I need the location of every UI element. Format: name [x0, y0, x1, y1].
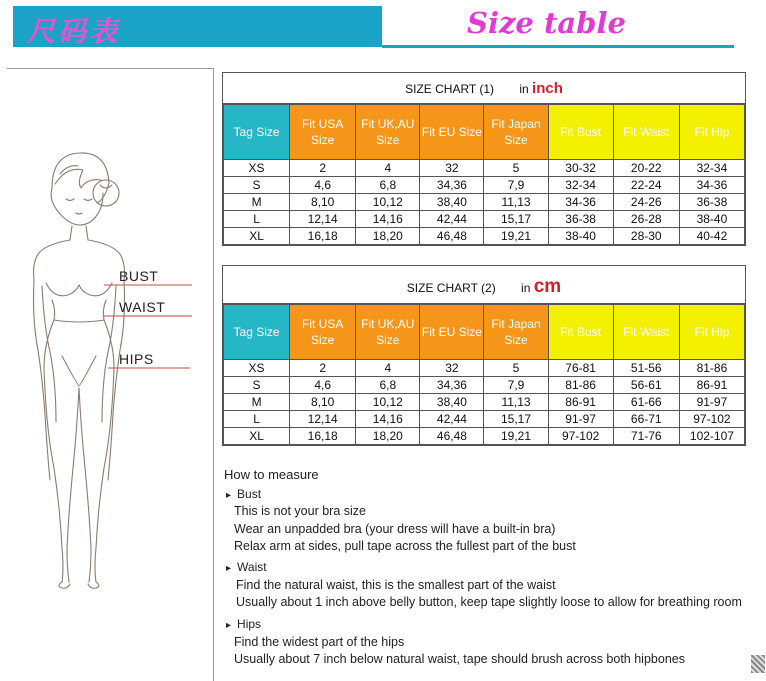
col-header: Fit Hip: [679, 305, 744, 360]
table-row: [224, 194, 745, 211]
table-cell: 86-91: [679, 377, 744, 394]
col-header: Fit UK,AU Size: [356, 105, 420, 160]
col-header: Fit UK,AU Size: [356, 305, 420, 360]
hips-instruction: Find the widest part of the hips: [234, 635, 405, 649]
chart-title-text: SIZE CHART (2): [406, 281, 496, 295]
size-table: [223, 104, 745, 245]
table-cell: 15,17: [484, 211, 548, 228]
table-cell: 28-30: [613, 228, 679, 245]
table-cell: 22-24: [613, 177, 679, 194]
table-row: [224, 377, 745, 394]
col-header: Fit Bust: [548, 105, 613, 160]
table-cell: 4: [356, 160, 420, 177]
table-cell: 8,10: [290, 194, 356, 211]
chinese-title: 尺码表: [27, 15, 121, 48]
table-cell: 42,44: [420, 211, 484, 228]
table-cell: 12,14: [290, 211, 356, 228]
col-header: Fit USA Size: [290, 305, 356, 360]
table-cell: 34,36: [420, 377, 484, 394]
bust-label: BUST: [119, 268, 159, 284]
table-cell: 18,20: [356, 228, 420, 245]
table-cell: 34-36: [548, 194, 613, 211]
table-row: [224, 411, 745, 428]
table-cell: 15,17: [484, 411, 548, 428]
table-cell: 46,48: [420, 228, 484, 245]
corner-stamp: [751, 655, 765, 673]
hips-label: HIPS: [119, 351, 154, 367]
table-cell: 66-71: [613, 411, 679, 428]
table-cell: 5: [484, 360, 548, 377]
table-cell: XL: [224, 428, 290, 445]
table-cell: 14,16: [356, 211, 420, 228]
table-cell: 2: [290, 160, 356, 177]
table-cell: 32: [420, 360, 484, 377]
col-header: Fit Waist: [613, 105, 679, 160]
how-to-measure-title: How to measure: [224, 467, 319, 482]
table-cell: S: [224, 377, 290, 394]
table-cell: 81-86: [679, 360, 744, 377]
table-cell: 91-97: [679, 394, 744, 411]
table-cell: 56-61: [613, 377, 679, 394]
table-row: [224, 211, 745, 228]
table-cell: 8,10: [290, 394, 356, 411]
col-header: Fit Japan Size: [484, 305, 548, 360]
table-cell: 4,6: [290, 377, 356, 394]
table-cell: 34,36: [420, 177, 484, 194]
table-cell: 38,40: [420, 394, 484, 411]
table-cell: 97-102: [679, 411, 744, 428]
table-cell: 10,12: [356, 194, 420, 211]
table-cell: 19,21: [484, 428, 548, 445]
table-cell: 2: [290, 360, 356, 377]
waist-instruction: Usually about 1 inch above belly button, keep tape slightly loose to allow for breathing room: [236, 595, 742, 609]
unit-prefix: in: [521, 281, 531, 295]
table-cell: 6,8: [356, 377, 420, 394]
table-cell: 14,16: [356, 411, 420, 428]
table-cell: M: [224, 394, 290, 411]
chart-title-text: SIZE CHART (1): [405, 82, 495, 96]
english-title: Size table: [467, 6, 626, 40]
waist-label: WAIST: [119, 299, 166, 315]
table-cell: 71-76: [613, 428, 679, 445]
table-cell: 7,9: [484, 377, 548, 394]
table-cell: 102-107: [679, 428, 744, 445]
table-cell: 36-38: [679, 194, 744, 211]
table-cell: 6,8: [356, 177, 420, 194]
hips-heading: ▸ Hips: [226, 617, 261, 631]
unit-label: inch: [532, 80, 563, 97]
bust-instruction: Wear an unpadded bra (your dress will have a built-in bra): [234, 522, 556, 536]
table-cell: 38-40: [679, 211, 744, 228]
table-cell: 32: [420, 160, 484, 177]
table-cell: 4,6: [290, 177, 356, 194]
table-cell: 32-34: [679, 160, 744, 177]
table-cell: 40-42: [679, 228, 744, 245]
body-figure-illustration: [0, 0, 220, 680]
table-cell: 97-102: [548, 428, 613, 445]
table-cell: XS: [224, 160, 290, 177]
waist-heading: ▸ Waist: [226, 560, 267, 574]
table-cell: XS: [224, 360, 290, 377]
bust-heading: ▸ Bust: [226, 487, 261, 501]
table-row: [224, 177, 745, 194]
table-cell: 4: [356, 360, 420, 377]
table-row: [224, 428, 745, 445]
table-cell: M: [224, 194, 290, 211]
table-cell: L: [224, 411, 290, 428]
table-cell: 24-26: [613, 194, 679, 211]
table-cell: 11,13: [484, 394, 548, 411]
chart-title: [223, 266, 745, 304]
col-header: Fit Hip: [679, 105, 744, 160]
col-header: Fit USA Size: [290, 105, 356, 160]
col-header: Fit Japan Size: [484, 105, 548, 160]
size-chart-inch: [222, 72, 746, 246]
table-row: [224, 394, 745, 411]
size-chart-cm: [222, 265, 746, 446]
table-header-row: [224, 305, 745, 360]
unit-label: cm: [533, 276, 562, 297]
col-header: Fit EU Size: [420, 105, 484, 160]
col-header: Tag Size: [224, 305, 290, 360]
table-cell: 19,21: [484, 228, 548, 245]
unit-prefix: in: [519, 82, 529, 96]
table-cell: L: [224, 211, 290, 228]
table-cell: XL: [224, 228, 290, 245]
table-row: [224, 228, 745, 245]
bust-instruction: Relax arm at sides, pull tape across the fullest part of the bust: [234, 539, 576, 553]
table-cell: 42,44: [420, 411, 484, 428]
table-cell: 7,9: [484, 177, 548, 194]
bust-instruction: This is not your bra size: [234, 504, 366, 518]
table-cell: 46,48: [420, 428, 484, 445]
table-cell: 12,14: [290, 411, 356, 428]
table-cell: 38,40: [420, 194, 484, 211]
table-cell: 18,20: [356, 428, 420, 445]
table-cell: 20-22: [613, 160, 679, 177]
col-header: Fit Waist: [613, 305, 679, 360]
col-header: Fit EU Size: [420, 305, 484, 360]
table-cell: S: [224, 177, 290, 194]
table-cell: 30-32: [548, 160, 613, 177]
table-cell: 34-36: [679, 177, 744, 194]
table-cell: 38-40: [548, 228, 613, 245]
table-cell: 16,18: [290, 428, 356, 445]
hips-instruction: Usually about 7 inch below natural waist, tape should brush across both hipbones: [234, 652, 685, 666]
col-header: Tag Size: [224, 105, 290, 160]
table-cell: 36-38: [548, 211, 613, 228]
table-cell: 11,13: [484, 194, 548, 211]
table-cell: 81-86: [548, 377, 613, 394]
chart-title: [223, 73, 745, 104]
table-cell: 76-81: [548, 360, 613, 377]
table-cell: 16,18: [290, 228, 356, 245]
header-divider: [382, 45, 734, 48]
table-cell: 26-28: [613, 211, 679, 228]
table-cell: 61-66: [613, 394, 679, 411]
size-table: [223, 304, 745, 445]
table-cell: 51-56: [613, 360, 679, 377]
col-header: Fit Bust: [548, 305, 613, 360]
table-row: [224, 160, 745, 177]
table-row: [224, 360, 745, 377]
table-cell: 10,12: [356, 394, 420, 411]
table-cell: 5: [484, 160, 548, 177]
table-header-row: [224, 105, 745, 160]
table-cell: 86-91: [548, 394, 613, 411]
waist-instruction: Find the natural waist, this is the smallest part of the waist: [236, 578, 556, 592]
table-cell: 32-34: [548, 177, 613, 194]
table-cell: 91-97: [548, 411, 613, 428]
